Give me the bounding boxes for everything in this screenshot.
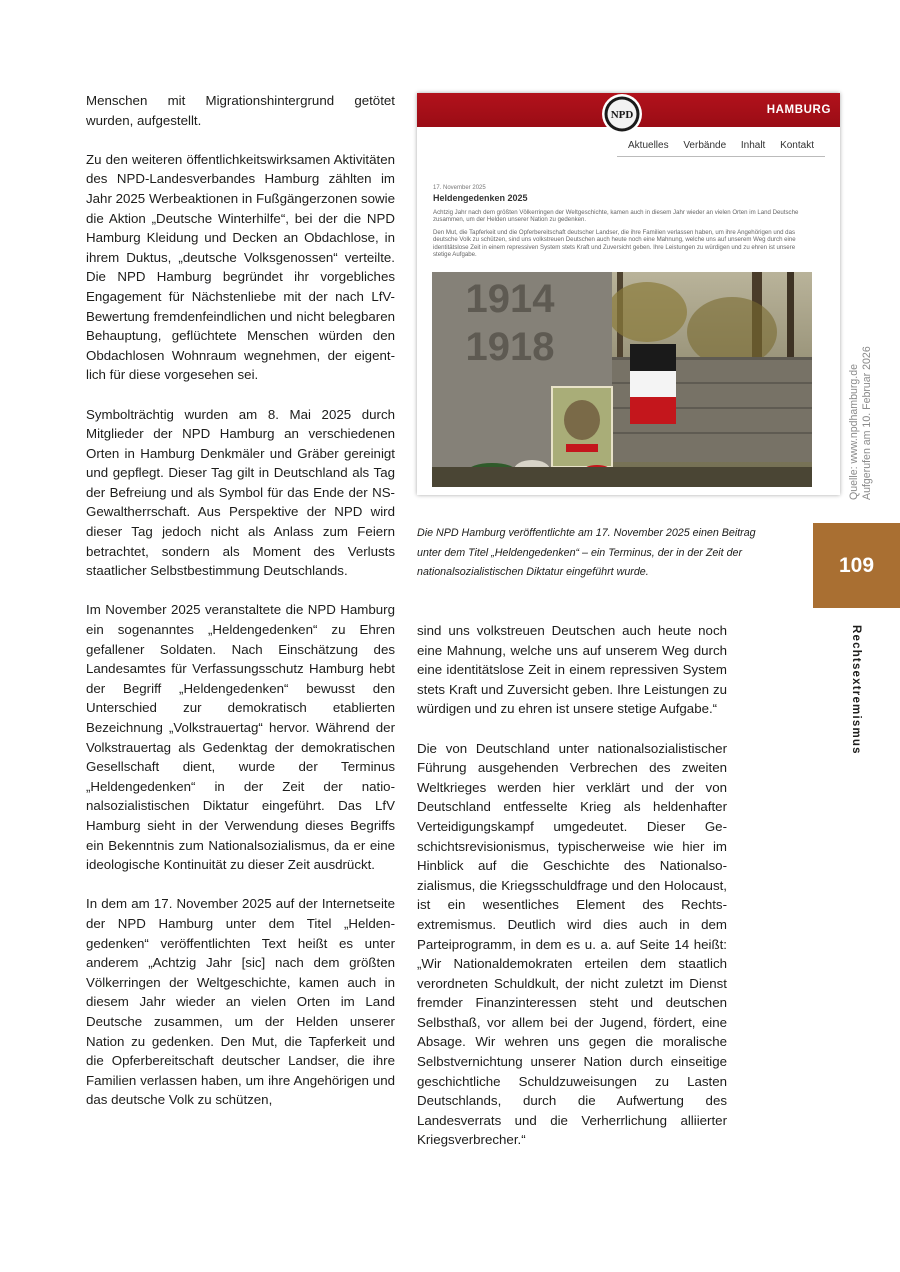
page-number-tab: 109 xyxy=(813,523,900,608)
monument-year-top: 1914 xyxy=(465,277,555,321)
section-label: Rechtsextremismus xyxy=(850,625,862,755)
npd-logo-text: NPD xyxy=(610,109,634,121)
site-nav-item: Inhalt xyxy=(740,140,766,151)
site-header-city: HAMBURG xyxy=(766,104,831,116)
post-paragraph: Achtzig Jahr nach dem größten Völkerringen der Weltgeschichte, kamen auch in diesem Jahr wieder an vielen Orten im Land Deutsche zusammen, um der Helden unserer Nation zu gedenken. xyxy=(433,209,799,224)
body-paragraph: Zu den weiteren öffentlichkeitswirksamen Aktivitäten des NPD-Landesverbandes Hamburg zählten im Jahr 2025 Werbeaktionen in Fußgängerzonen sowie die Aktion „Deutsche Winterhilfe“, bei der die NPD Hamburg Kleidung und Decken an Obdachlose, in ihrem Duktus, „deutsche Volksgenossen“ verteilte. Die NPD Hamburg begründet ihr vorgebliches Engagement für Nächstenliebe mit der nach LfV-Bewertung fremdenfeindlichen und nicht belegbaren Behauptung, geflüchtete Menschen würden den Obdachlosen Wohnraum wegnehmen, der eigentlich für diese vorgesehen sei. xyxy=(86,151,395,383)
website-screenshot-figure xyxy=(417,93,840,495)
image-source-credit xyxy=(848,346,873,500)
body-paragraph: Symbolträchtig wurden am 8. Mai 2025 durch Mitglieder der NPD Hamburg an verschiedenen Orten in Hamburg Denkmäler und Gräber gereinigt und gepflegt. Dieser Tag gilt in Deutschland als Tag der Befreiung und als Symbol für das Ende der NS-Gewaltherrschaft. Aus Perspektive der NPD wird dieser Tag jedoch nicht als Anlass zum Feiern betrachtet, sondern als Moment des Verlusts staatlicher Selbstbestimmung Deutschlands. xyxy=(86,406,395,579)
body-paragraph: In dem am 17. November 2025 auf der Internetseite der NPD Hamburg unter dem Titel „Heldengedenken“ veröffentlichten Text heißt es unter anderem „Achtzig Jahr [sic] nach dem größten Völkerringen der Weltgeschichte, kamen auch in diesem Jahr wieder an vielen Orten im Land Deutsche zusammen, um der Helden unserer Nation zu gedenken. Den Mut, die Tapferkeit und die Opferbereitschaft deutscher Landser, die ihre Familien verlassen haben, um ihre Angehörigen und das deutsche Volk zu schützen, xyxy=(86,896,395,1108)
body-paragraph: Die von Deutschland unter nationalsozialistischer Führung ausgehenden Verbrechen des zweiten Weltkrieges werden hier verklärt und der von Deutschland entfesselte Krieg als heldenhafter Verteidigungskampf umgedeutet. Dieser Geschichtsrevisionismus, typischerweise wie hier im Hinblick auf die Geschichte des Nationalsozialismus, die Kriegsschuldfrage und den Holocaust, ist ein wesentliches Element des Rechtsextremismus. Deutlich wird dies auch in dem Parteiprogramm, in dem es u. a. auf Seite 14 heißt: „Wir Nationaldemokraten erteilen dem staatlich verordneten Schuldkult, der nicht zuletzt im Dienst fremder Finanzinteressen steht und deutschen Selbsthaß, vor allem bei der Jugend, fördert, eine Absage. Wir wehren uns gegen die moralische Selbstvernichtung unserer Nation durch einseitige geschichtliche Schuldzuweisungen zu Lasten Deutschlands, durch die Aufwertung des Landesverrats und die Verherrlichung alliierter Kriegsverbrecher.“ xyxy=(417,740,727,1148)
body-column-left xyxy=(86,91,395,1129)
post-paragraph: Den Mut, die Tapferkeit und die Opferbereitschaft deutscher Landser, die ihre Familien verlassen haben, um ihre Angehörigen und das deutsche Volk zu schützen, sind uns volkstreuen Deutschen auch heute noch eine Mahnung, welche uns auf unserem Weg durch eine identitätslose Zeit in einem repressiven System stets Kraft und Zuversicht geben. Ihre Leistungen zu würdigen und zu ehren ist unsere stetige Aufgabe. xyxy=(433,229,796,258)
site-nav-item: Kontakt xyxy=(780,140,814,151)
figure-caption: Die NPD Hamburg veröffentlichte am 17. November 2025 einen Beitrag unter dem Titel „Heldengedenken“ – ein Terminus, der in der Zeit der nationalsozialistischen Diktatur eingeführt wurde. xyxy=(417,527,756,578)
body-paragraph: Im November 2025 veranstaltete die NPD Hamburg ein sogenanntes „Heldengedenken“ zu Ehren gefallener Soldaten. Nach Einschätzung des Landesamtes für Verfassungsschutz Hamburg hebt der Begriff „Heldengedenken“ bewusst den Unterschied zur demokratisch etablierten Bezeichnung „Volkstrauertag“ hervor. Während der Volkstrauertag als Gedenktag der demokratischen Gesellschaft dient, wurde der Terminus „Heldengedenken“ in der Zeit der nationalsozialistischen Diktatur eingeführt. Das LfV Hamburg sieht in der Verwendung dieses Begriffs ein Bekenntnis zum Nationalsozialismus, da er eine ideologische Kontinuität zu dieser Zeit ausdrückt. xyxy=(86,602,395,873)
flag-red-stripe xyxy=(630,397,676,424)
flag-white-stripe xyxy=(630,371,676,397)
site-nav xyxy=(628,140,814,151)
monument-year-bottom: 1918 xyxy=(465,325,555,369)
body-paragraph: Menschen mit Migrationshintergrund getötet wurden, aufgestellt. xyxy=(86,93,395,128)
source-line: Quelle: www.npdhamburg.de xyxy=(848,363,860,500)
body-paragraph: sind uns volkstreuen Deutschen auch heute noch eine Mahnung, welche uns auf unserem Weg durch eine identitätslose Zeit in einem repressiven System stets Kraft und Zuversicht geben. Ihre Leistungen zu würdigen und zu ehren ist unsere stetige Aufgabe.“ xyxy=(417,623,727,717)
site-nav-divider xyxy=(617,156,825,157)
site-nav-item: Verbände xyxy=(683,140,727,151)
body-column-right xyxy=(417,621,727,1170)
post-title: Heldengedenken 2025 xyxy=(433,193,528,203)
post-date: 17. November 2025 xyxy=(433,185,486,191)
site-nav-item: Aktuelles xyxy=(628,140,669,151)
memorial-photo xyxy=(432,272,812,487)
source-line: Aufgerufen am 10. Februar 2026 xyxy=(860,346,873,500)
npd-logo-icon xyxy=(601,93,643,135)
